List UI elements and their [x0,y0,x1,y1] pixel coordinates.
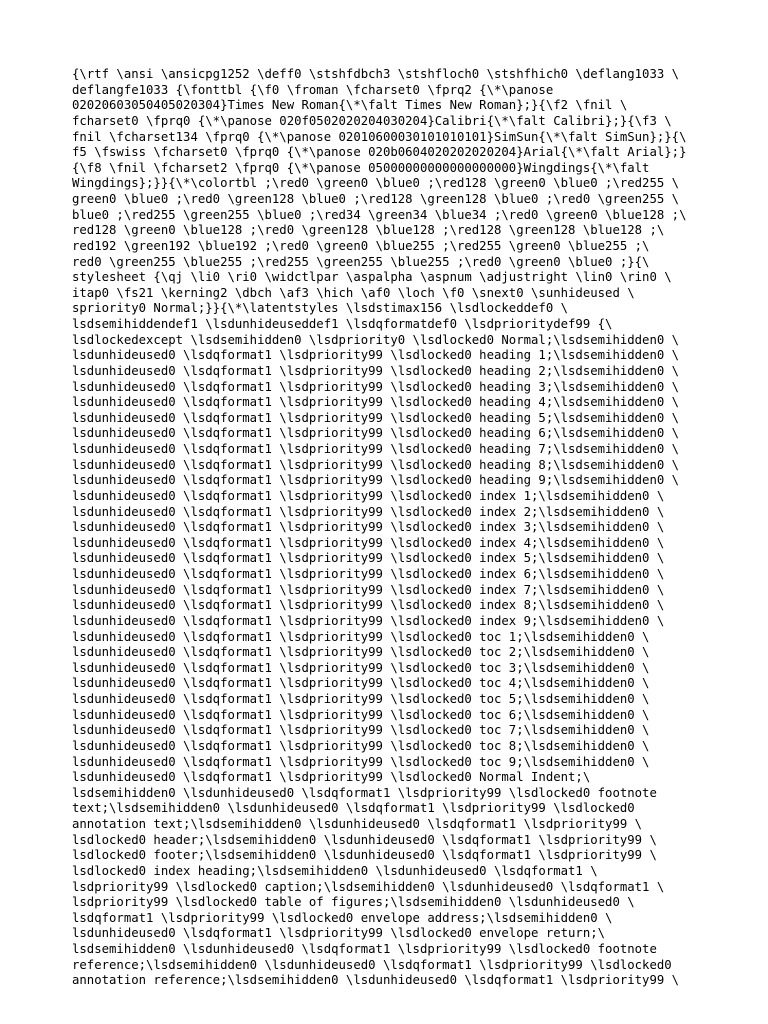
rtf-source-line: lsdunhideused0 \lsdqformat1 \lsdpriority99 \lsdlocked0 heading 9;\lsdsemihidden0 \ [72,473,680,488]
rtf-source-text [72,67,732,989]
rtf-source-line: lsdsemihiddendef1 \lsdunhideuseddef1 \lsdqformatdef0 \lsdprioritydef99 {\ [72,317,613,331]
rtf-source-line: lsdunhideused0 \lsdqformat1 \lsdpriority99 \lsdlocked0 index 1;\lsdsemihidden0 \ [72,488,665,503]
rtf-source-line: lsdunhideused0 \lsdqformat1 \lsdpriority99 \lsdlocked0 toc 4;\lsdsemihidden0 \ [72,676,650,691]
rtf-source-line: lsdlocked0 footer;\lsdsemihidden0 \lsdunhideused0 \lsdqformat1 \lsdpriority99 \ [72,848,657,863]
rtf-source-line: lsdpriority99 \lsdlocked0 table of figures;\lsdsemihidden0 \lsdunhideused0 \ [72,895,635,910]
rtf-source-line: lsdunhideused0 \lsdqformat1 \lsdpriority99 \lsdlocked0 heading 7;\lsdsemihidden0 \ [72,442,680,456]
rtf-source-line: lsdunhideused0 \lsdqformat1 \lsdpriority99 \lsdlocked0 index 7;\lsdsemihidden0 \ [72,582,665,597]
rtf-source-line: lsdunhideused0 \lsdqformat1 \lsdpriority99 \lsdlocked0 toc 7;\lsdsemihidden0 \ [72,723,650,738]
rtf-source-line: annotation reference;\lsdsemihidden0 \lsdunhideused0 \lsdqformat1 \lsdpriority99 \ [72,973,680,988]
rtf-source-line: annotation text;\lsdsemihidden0 \lsdunhideused0 \lsdqformat1 \lsdpriority99 \ [72,817,643,831]
rtf-source-line: lsdunhideused0 \lsdqformat1 \lsdpriority99 \lsdlocked0 heading 4;\lsdsemihidden0 \ [72,395,680,410]
rtf-source-line: lsdunhideused0 \lsdqformat1 \lsdpriority99 \lsdlocked0 envelope return;\ [72,926,606,941]
rtf-source-line: 02020603050405020304}Times New Roman{\*\falt Times New Roman};}{\f2 \fnil \ [72,98,628,113]
rtf-source-line: lsdlocked0 header;\lsdsemihidden0 \lsdunhideused0 \lsdqformat1 \lsdpriority99 \ [72,832,657,847]
rtf-source-line: lsdqformat1 \lsdpriority99 \lsdlocked0 envelope address;\lsdsemihidden0 \ [72,910,613,925]
rtf-source-line: spriority0 Normal;}}{\*\latentstyles \lsdstimax156 \lsdlockeddef0 \ [72,301,569,316]
rtf-source-line: lsdsemihidden0 \lsdunhideused0 \lsdqformat1 \lsdpriority99 \lsdlocked0 footnote [72,785,657,800]
rtf-source-line: blue0 ;\red255 \green255 \blue0 ;\red34 \green34 \blue34 ;\red0 \green0 \blue128 ;\ [72,207,687,222]
rtf-source-line: lsdunhideused0 \lsdqformat1 \lsdpriority99 \lsdlocked0 toc 2;\lsdsemihidden0 \ [72,645,650,660]
rtf-source-line: text;\lsdsemihidden0 \lsdunhideused0 \lsdqformat1 \lsdpriority99 \lsdlocked0 [72,801,635,816]
rtf-source-line: red192 \green192 \blue192 ;\red0 \green0 \blue255 ;\red255 \green0 \blue255 ;\ [72,238,650,253]
rtf-source-line: lsdsemihidden0 \lsdunhideused0 \lsdqformat1 \lsdpriority99 \lsdlocked0 footnote [72,942,657,956]
rtf-source-line: stylesheet {\qj \li0 \ri0 \widctlpar \aspalpha \aspnum \adjustright \lin0 \rin0 \ [72,270,672,285]
rtf-source-line: Wingdings};}}{\*\colortbl ;\red0 \green0 \blue0 ;\red128 \green0 \blue0 ;\red255 \ [72,176,680,191]
rtf-source-line: lsdunhideused0 \lsdqformat1 \lsdpriority99 \lsdlocked0 heading 8;\lsdsemihidden0 \ [72,457,680,472]
rtf-source-line: lsdunhideused0 \lsdqformat1 \lsdpriority99 \lsdlocked0 heading 5;\lsdsemihidden0 \ [72,410,680,425]
rtf-source-line: fcharset0 \fprq0 {\*\panose 020f0502020204030204}Calibri{\*\falt Calibri};}{\f3 \ [72,113,672,128]
rtf-source-line: lsdunhideused0 \lsdqformat1 \lsdpriority99 \lsdlocked0 index 6;\lsdsemihidden0 \ [72,567,665,581]
rtf-source-line: red0 \green255 \blue255 ;\red255 \green255 \blue255 ;\red0 \green0 \blue0 ;}{\ [72,254,650,269]
rtf-source-line: itap0 \fs21 \kerning2 \dbch \af3 \hich \af0 \loch \f0 \snext0 \sunhideused \ [72,285,635,300]
rtf-source-line: lsdunhideused0 \lsdqformat1 \lsdpriority99 \lsdlocked0 toc 8;\lsdsemihidden0 \ [72,738,650,753]
rtf-source-line: lsdunhideused0 \lsdqformat1 \lsdpriority99 \lsdlocked0 toc 9;\lsdsemihidden0 \ [72,754,650,769]
rtf-source-line: lsdunhideused0 \lsdqformat1 \lsdpriority99 \lsdlocked0 index 8;\lsdsemihidden0 \ [72,598,665,613]
rtf-source-line: f5 \fswiss \fcharset0 \fprq0 {\*\panose 020b0604020202020204}Arial{\*\falt Arial};} [72,145,687,160]
rtf-source-line: lsdunhideused0 \lsdqformat1 \lsdpriority99 \lsdlocked0 toc 6;\lsdsemihidden0 \ [72,707,650,722]
rtf-source-line: lsdunhideused0 \lsdqformat1 \lsdpriority99 \lsdlocked0 index 4;\lsdsemihidden0 \ [72,535,665,550]
rtf-source-line: lsdunhideused0 \lsdqformat1 \lsdpriority99 \lsdlocked0 Normal Indent;\ [72,770,591,785]
rtf-source-line: lsdunhideused0 \lsdqformat1 \lsdpriority99 \lsdlocked0 heading 6;\lsdsemihidden0 \ [72,426,680,441]
rtf-source-line: lsdpriority99 \lsdlocked0 caption;\lsdsemihidden0 \lsdunhideused0 \lsdqformat1 \ [72,879,665,894]
rtf-source-line: lsdlockedexcept \lsdsemihidden0 \lsdpriority0 \lsdlocked0 Normal;\lsdsemihidden0 \ [72,332,680,347]
rtf-source-line: red128 \green0 \blue128 ;\red0 \green128 \blue128 ;\red128 \green128 \blue128 ;\ [72,223,665,238]
rtf-source-line: green0 \blue0 ;\red0 \green128 \blue0 ;\red128 \green128 \blue0 ;\red0 \green255 \ [72,192,680,206]
rtf-source-line: lsdunhideused0 \lsdqformat1 \lsdpriority99 \lsdlocked0 heading 2;\lsdsemihidden0 \ [72,363,680,378]
rtf-source-line: fnil \fcharset134 \fprq0 {\*\panose 02010600030101010101}SimSun{\*\falt SimSun};}{\ [72,129,687,144]
rtf-source-line: lsdunhideused0 \lsdqformat1 \lsdpriority99 \lsdlocked0 index 9;\lsdsemihidden0 \ [72,613,665,628]
rtf-source-line: lsdunhideused0 \lsdqformat1 \lsdpriority99 \lsdlocked0 index 5;\lsdsemihidden0 \ [72,551,665,566]
rtf-source-line: lsdunhideused0 \lsdqformat1 \lsdpriority99 \lsdlocked0 toc 5;\lsdsemihidden0 \ [72,692,650,706]
rtf-source-line: lsdlocked0 index heading;\lsdsemihidden0 \lsdunhideused0 \lsdqformat1 \ [72,863,598,878]
rtf-source-line: lsdunhideused0 \lsdqformat1 \lsdpriority99 \lsdlocked0 heading 3;\lsdsemihidden0 \ [72,379,680,394]
rtf-source-line: {\rtf \ansi \ansicpg1252 \deff0 \stshfdbch3 \stshfloch0 \stshfhich0 \deflang1033 \ [72,67,680,81]
rtf-source-line: lsdunhideused0 \lsdqformat1 \lsdpriority99 \lsdlocked0 heading 1;\lsdsemihidden0 \ [72,348,680,363]
rtf-source-line: lsdunhideused0 \lsdqformat1 \lsdpriority99 \lsdlocked0 index 2;\lsdsemihidden0 \ [72,504,665,519]
rtf-source-line: deflangfe1033 {\fonttbl {\f0 \froman \fcharset0 \fprq2 {\*\panose [72,82,554,97]
rtf-source-line: lsdunhideused0 \lsdqformat1 \lsdpriority99 \lsdlocked0 toc 3;\lsdsemihidden0 \ [72,660,650,675]
rtf-source-line: lsdunhideused0 \lsdqformat1 \lsdpriority99 \lsdlocked0 toc 1;\lsdsemihidden0 \ [72,629,650,644]
rtf-source-line: reference;\lsdsemihidden0 \lsdunhideused0 \lsdqformat1 \lsdpriority99 \lsdlocked0 [72,957,672,972]
rtf-source-line: lsdunhideused0 \lsdqformat1 \lsdpriority99 \lsdlocked0 index 3;\lsdsemihidden0 \ [72,520,665,535]
rtf-source-line: {\f8 \fnil \fcharset2 \fprq0 {\*\panose 05000000000000000000}Wingdings{\*\falt [72,160,650,175]
